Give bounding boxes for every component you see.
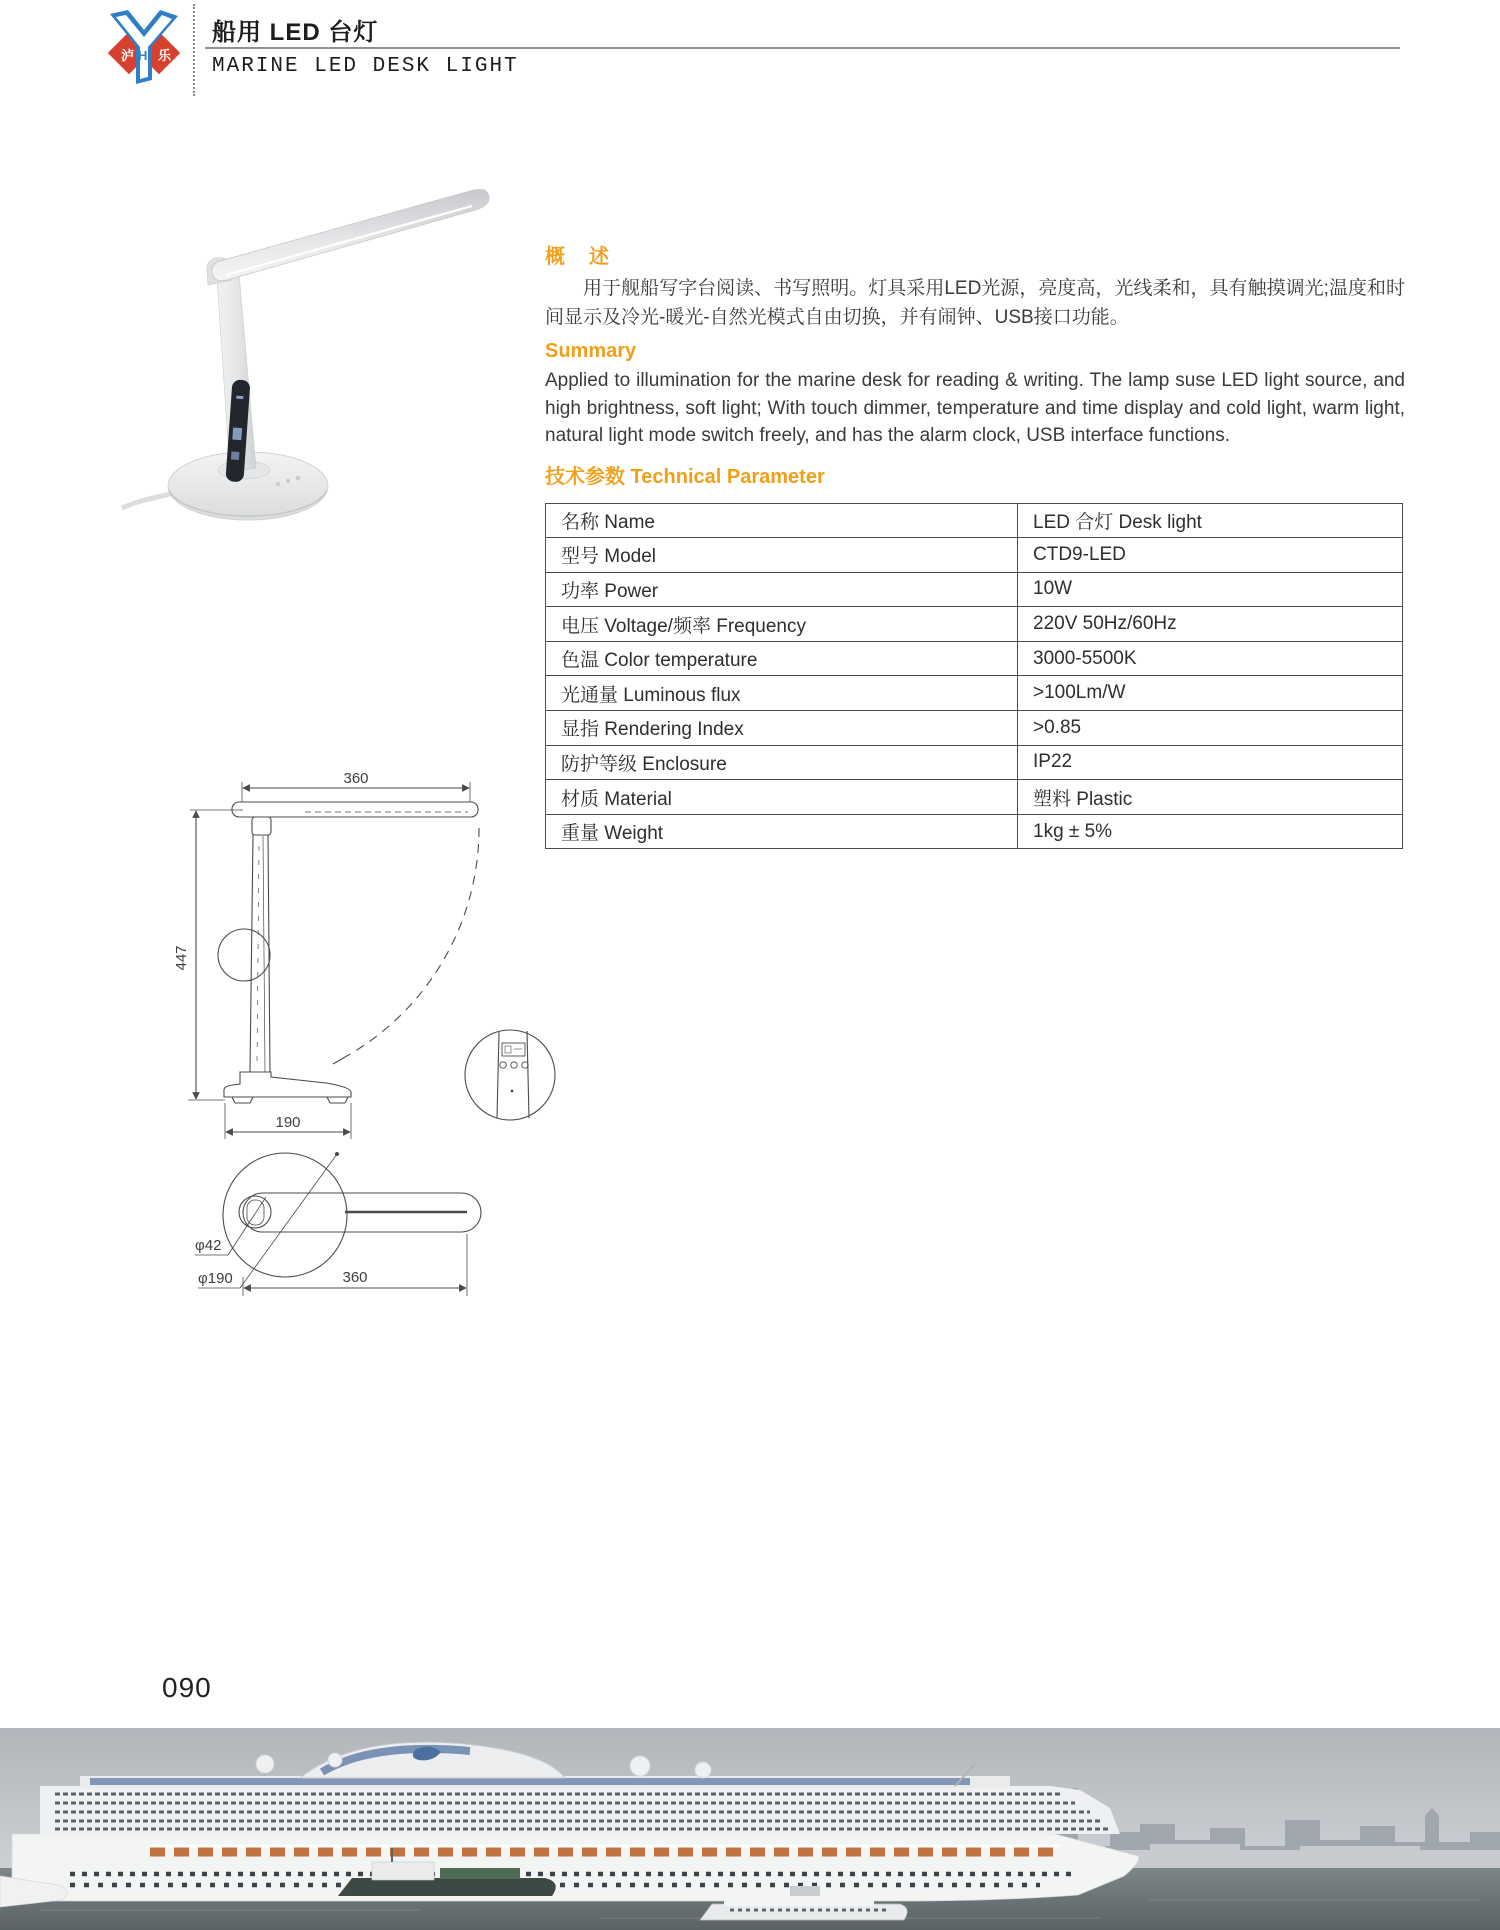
table-row [546,607,1403,642]
param-value: 220V 50Hz/60Hz [1018,607,1403,642]
label-pole-diameter: φ42 [195,1237,222,1254]
param-value: LED 合灯 Desk light [1018,503,1403,538]
table-row [546,814,1403,849]
param-label: 重量 Weight [546,814,1018,849]
label-base-width: 190 [275,1114,301,1131]
header-rule [205,47,1400,49]
control-panel-detail [465,1030,555,1120]
technical-drawing [140,750,570,1310]
label-arm-length: 360 [342,1269,368,1286]
param-label: 材质 Material [546,780,1018,815]
page-title-cn: 船用 LED 台灯 [212,19,379,46]
technical-parameter-table [545,503,1403,850]
stem-detail-indicator-circle [218,929,270,981]
param-label: 显指 Rendering Index [546,711,1018,746]
param-value: IP22 [1018,745,1403,780]
bottom-view [195,1152,481,1288]
overview-body: 用于舰船写字台阅读、书写照明。灯具采用LED光源，亮度高，光线柔和，具有触摸调光;温度和时间显示及冷光-暖光-自然光模式自由切换，并有闹钟、USB接口功能。 [545,278,1405,328]
base-touch-dot [296,476,300,480]
front-view-stem [250,835,270,1072]
table-row [546,745,1403,780]
param-value: 3000-5500K [1018,641,1403,676]
overview-heading: 概 述 [545,246,611,268]
table-row [546,538,1403,573]
rotation-arc-end [333,1057,345,1064]
summary-heading: Summary [545,340,637,362]
base-touch-dot [286,479,290,483]
logo-char-left: 泸 [121,48,135,63]
front-view-base [224,1072,351,1103]
front-view-arm [232,802,478,835]
lamp-led-glow [226,206,472,275]
param-label: 型号 Model [546,538,1018,573]
brand-logo [106,8,182,90]
table-row [546,641,1403,676]
logo-char-right: 乐 [158,48,172,63]
table-row [546,676,1403,711]
product-photo-desk-lamp [120,140,540,540]
param-label: 名称 Name [546,503,1018,538]
header-dotted-divider [193,4,195,96]
param-label: 光通量 Luminous flux [546,676,1018,711]
page-title-en: MARINE LED DESK LIGHT [212,55,519,78]
content-column [545,240,1405,849]
table-row [546,780,1403,815]
param-value: >100Lm/W [1018,676,1403,711]
param-value: 塑料 Plastic [1018,780,1403,815]
dim-height [188,810,243,1100]
param-value: 1kg ± 5% [1018,814,1403,849]
label-arm-width: 360 [343,770,369,787]
param-value: 10W [1018,572,1403,607]
logo-char-center: H [138,48,148,63]
param-label: 电压 Voltage/频率 Frequency [546,607,1018,642]
table-row [546,503,1403,538]
summary-body: Applied to illumination for the marine desk for reading & writing. The lamp suse LED light source, and high brightness, soft light; With touch dimmer, temperature and time display and cold light, warm light, natural light mode switch freely, and has the alarm clock, USB interface functions. [545,370,1405,446]
table-row [546,572,1403,607]
param-value: CTD9-LED [1018,538,1403,573]
dim-arm-length [243,1234,467,1296]
param-label: 功率 Power [546,572,1018,607]
label-height: 447 [173,945,190,971]
technical-parameter-heading: 技术参数 Technical Parameter [545,465,825,488]
rotation-arc [345,828,479,1057]
lamp-cord [122,492,178,508]
base-touch-dot [276,482,280,486]
param-label: 色温 Color temperature [546,641,1018,676]
page-number: 090 [162,1672,212,1703]
label-base-diameter: φ190 [198,1270,233,1287]
table-row [546,711,1403,746]
param-value: >0.85 [1018,711,1403,746]
param-label: 防护等级 Enclosure [546,745,1018,780]
footer-photo-cruise-ship [0,1728,1500,1930]
